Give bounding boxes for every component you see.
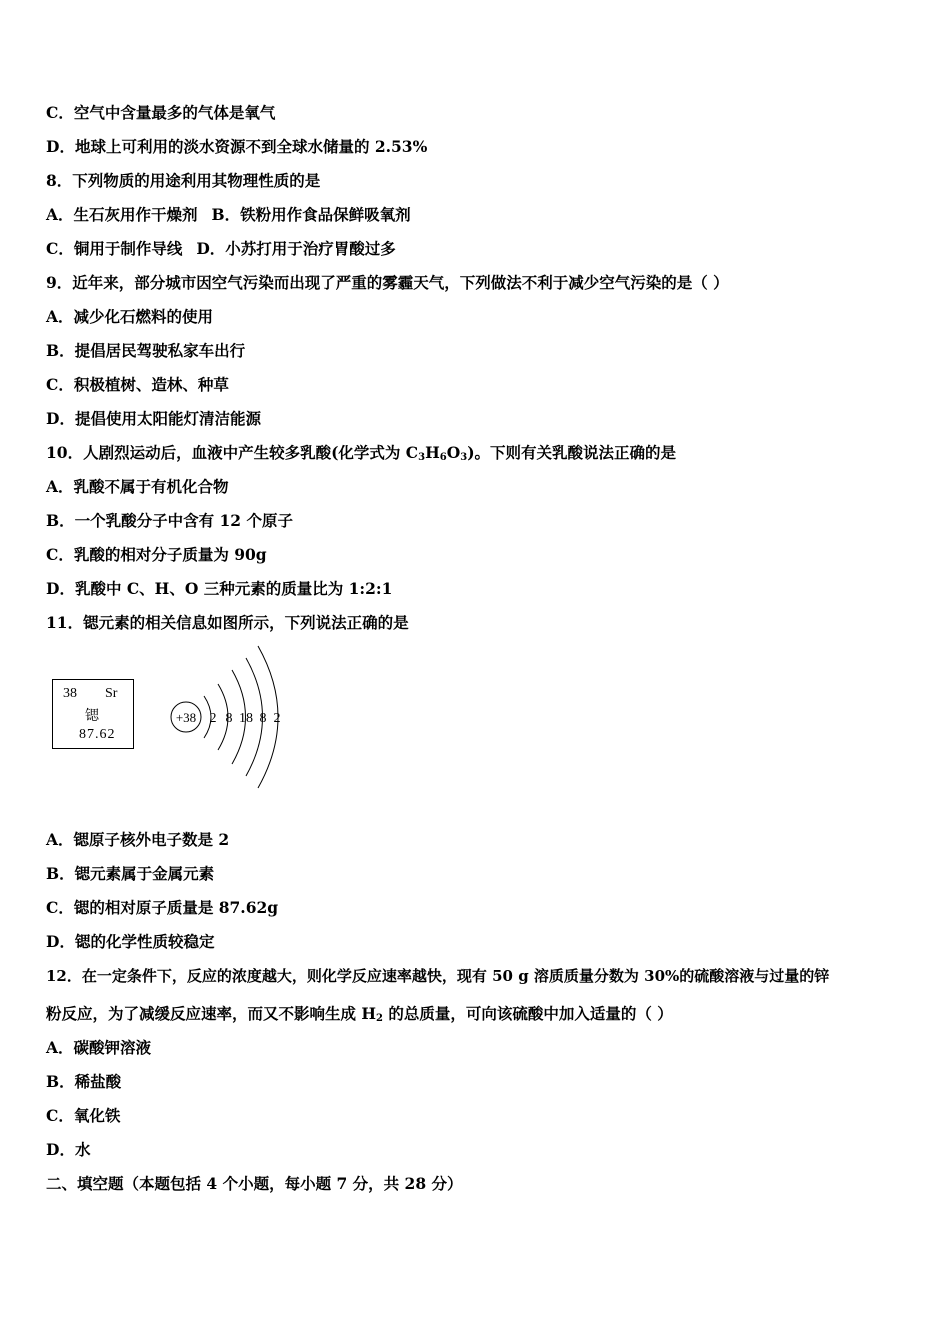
q7-option-d: D．地球上可利用的淡水资源不到全球水储量的 2.53% (46, 137, 428, 156)
q12-option-b: B．稀盐酸 (46, 1072, 122, 1091)
shell-count-4: 8 (259, 711, 267, 726)
q11-option-a: A．锶原子核外电子数是 2 (46, 830, 230, 849)
atomic-structure-diagram (160, 640, 290, 790)
q8-option-a: A．生石灰用作干燥剂 (46, 205, 198, 224)
shell-count-2: 8 (225, 711, 233, 726)
q12-stem-line2: 粉反应，为了减缓反应速率，而又不影响生成 $H_2$ 的总质量，可向该硫酸中加入适量的（ ） (46, 1004, 673, 1024)
q7-option-c: C．空气中含量最多的气体是氧气 (46, 103, 276, 122)
nucleus-charge: +38 (175, 710, 197, 725)
q9-option-d: D．提倡使用太阳能灯清洁能源 (46, 409, 261, 428)
element-name: 锶 (85, 708, 99, 724)
q8-option-c: C．铜用于制作导线 (46, 239, 183, 258)
q10-option-a: A．乳酸不属于有机化合物 (46, 477, 229, 496)
q8-options-ab (46, 205, 411, 225)
q9-option-c: C．积极植树、造林、种草 (46, 375, 229, 394)
q11-option-d: D．锶的化学性质较稳定 (46, 932, 215, 951)
q8-option-d: D．小苏打用于治疗胃酸过多 (196, 239, 396, 258)
q10-option-b: B．一个乳酸分子中含有 12 个原子 (46, 511, 293, 530)
shell-count-1: 2 (209, 711, 217, 726)
q9-option-b: B．提倡居民驾驶私家车出行 (46, 341, 246, 360)
shell-count-5: 2 (273, 711, 281, 726)
q11-option-b: B．锶元素属于金属元素 (46, 864, 215, 883)
q8-stem: 8．下列物质的用途利用其物理性质的是 (46, 171, 321, 190)
q11-option-c: C．锶的相对原子质量是 87.62g (46, 898, 279, 917)
q10-option-d: D．乳酸中 C、H、O 三种元素的质量比为 1:2:1 (46, 579, 393, 598)
section-heading: 二、填空题（本题包括 4 个小题，每小题 7 分，共 28 分） (46, 1174, 463, 1193)
atomic-number: 38 (63, 686, 77, 701)
atomic-mass: 87.62 (79, 727, 116, 742)
q11-stem: 11．锶元素的相关信息如图所示，下列说法正确的是 (46, 613, 409, 632)
q10-option-c: C．乳酸的相对分子质量为 90g (46, 545, 267, 564)
q8-option-b: B．铁粉用作食品保鲜吸氧剂 (211, 205, 411, 224)
q10-stem: 10．人剧烈运动后，血液中产生较多乳酸(化学式为 $C_3H_6O_3$)。下则有关乳酸说法正确的是 (46, 443, 677, 463)
q9-stem: 9．近年来，部分城市因空气污染而出现了严重的雾霾天气，下列做法不利于减少空气污染的是（ ） (46, 273, 729, 292)
q8-options-cd (46, 239, 396, 259)
element-symbol: Sr (105, 686, 118, 701)
q12-option-a: A．碳酸钾溶液 (46, 1038, 152, 1057)
q12-option-c: C．氧化铁 (46, 1106, 121, 1125)
q12-option-d: D．水 (46, 1140, 91, 1159)
element-card (52, 679, 134, 749)
q12-stem-line1: 12．在一定条件下，反应的浓度越大，则化学反应速率越快，现有 50 g 溶质质量分数为 30%的硫酸溶液与过量的锌 (46, 967, 830, 985)
q9-option-a: A．减少化石燃料的使用 (46, 307, 214, 326)
shell-count-3: 18 (239, 711, 253, 726)
